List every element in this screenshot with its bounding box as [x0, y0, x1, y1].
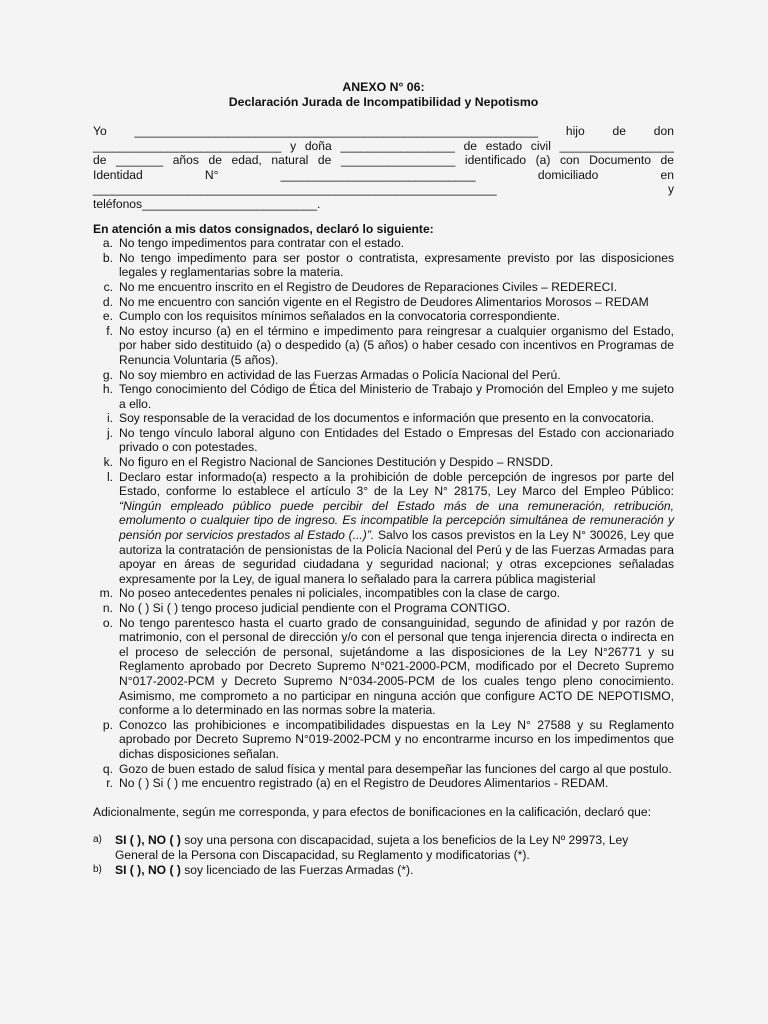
intro-line-4: Identidad N° _____________________________ domiciliado en — [93, 167, 674, 182]
list-item: a. No tengo impedimentos para contratar con el estado. — [102, 236, 405, 251]
intro-line-1: Yo ____________________________________________________________ hijo de don — [93, 124, 674, 138]
additional-paragraph: Adicionalmente, según me corresponda, y para efectos de bonificaciones en la calificación, declaró que: — [93, 804, 651, 819]
list-item: m. No poseo antecedentes penales ni policiales, incompatibles con la clase de cargo. — [99, 586, 561, 601]
list-item: e. Cumplo con los requisitos mínimos señalados en la convocatoria correspondiente. — [102, 309, 560, 324]
list-item: b. No tengo impedimento para ser postor o contratista, expresamente previsto por las disposiciones legales y reglamentarias sobre la materia. — [102, 250, 674, 280]
section-heading: En atención a mis datos consignados, declaró lo siguiente: — [93, 221, 434, 236]
intro-line-5: ____________________________________________________________ y — [93, 182, 674, 197]
bonus-item-military: b) SI ( ), NO ( ) soy licenciado de las Fuerzas Armadas (*). — [93, 862, 414, 877]
intro-line-6: teléfonos__________________________. — [93, 196, 321, 211]
intro-paragraph — [93, 124, 674, 212]
list-item: l. Declaro estar informado(a) respecto a la prohibición de doble percepción de ingresos por parte del Estado, conforme lo establece el artículo 3° de la Ley N° 28175, Ley Marco del Empleo Público: “Ningún empleado público puede percibir del Estado más de una remuneración, retribución, emolumento o cualquier tipo de ingreso. Es incompatible la percepción simultánea de remuneración y pensión por servicios prestados al Estado (...)”. Salvo los casos previstos en la Ley N° 30026, Ley que autoriza la contratación de pensionistas de la Policía Nacional del Perú y de las Fuerzas Armadas para apoyar en áreas de seguridad ciudadana y seguridad nacional; y otras excepciones señaladas expresamente por la Ley, de igual manera lo señalado para la carrera pública magisterial — [106, 469, 674, 586]
bonus-item-disability: a) SI ( ), NO ( ) soy una persona con discapacidad, sujeta a los beneficios de la Ley Nº 29973, Ley General de la Persona con Discapacidad, su Reglamento y modificatorias (*). — [93, 833, 629, 862]
list-item: k. No figuro en el Registro Nacional de Sanciones Destitución y Despido – RNSDD. — [103, 455, 554, 470]
title-block — [93, 80, 674, 110]
no-option[interactable]: NO ( ) — [147, 862, 181, 877]
intro-line-2: ____________________________ y doña _________________ de estado civil _________________ — [93, 138, 675, 153]
list-item: h. Tengo conocimiento del Código de Ética del Ministerio de Trabajo y Promoción del Empleo y me sujeto a ello. — [102, 382, 674, 411]
list-item: p. Conozco las prohibiciones e incompatibilidades dispuestas en la Ley N° 27588 y su Reglamento aprobado por Decreto Supremo N°019-2002-PCM y no encontrarme incurso en los impedimentos que dichas disposiciones señalan. — [102, 717, 674, 761]
list-item: j. No tengo vínculo laboral alguno con Entidades del Estado o Empresas del Estado con accionariado privado o con potestades. — [106, 425, 674, 455]
list-item: g. No soy miembro en actividad de las Fuerzas Armadas o Policía Nacional del Perú. — [102, 367, 561, 382]
list-item: c. No me encuentro inscrito en el Registro de Deudores de Reparaciones Civiles – REDERECI. — [103, 279, 618, 294]
intro-line-3: de _______ años de edad, natural de _________________ identificado (a) con Documento de — [93, 153, 674, 168]
no-option[interactable]: NO ( ) — [147, 833, 181, 848]
declaration-list — [93, 236, 674, 791]
list-item: i. Soy responsable de la veracidad de los documentos e información que presento en la convocatoria. — [106, 411, 655, 426]
bonus-list — [93, 833, 674, 877]
law-quote: “Ningún empleado público puede percibir del Estado más de una remuneración, retribución, emolumento o cualquier tipo de ingreso. Es incompatible la percepción simultánea de remuneración y pensión por servicios prestados al Estado (...)”. — [119, 498, 674, 543]
annex-title: ANEXO N° 06: — [342, 80, 425, 94]
si-option[interactable]: SI ( ) — [115, 862, 142, 877]
list-item: n. No ( ) Si ( ) tengo proceso judicial pendiente con el Programa CONTIGO. — [102, 601, 511, 615]
list-item: q. Gozo de buen estado de salud física y mental para desempeñar las funciones del cargo al que postulo. — [102, 761, 672, 776]
declaration-title: Declaración Jurada de Incompatibilidad y Nepotismo — [228, 95, 539, 109]
list-item: o. No tengo parentesco hasta el cuarto grado de consanguinidad, segundo de afinidad y por razón de matrimonio, con el personal de dirección y/o con el personal que tenga injerencia directa o indirecta en el proceso de selección de personal, sujetándome a las disposiciones de la Ley N°26771 y su Reglamento aprobado por Decreto Supremo N°021-2000-PCM, modificado por el Decreto Supremo N°017-2002-PCM y Decreto Supremo N°034-2005-PCM de los cuales tengo pleno conocimiento. Asimismo, me comprometo a no participar en ninguna acción que configure ACTO DE NEPOTISMO, conforme a lo determinado en las normas sobre la materia. — [102, 615, 674, 718]
list-item: d. No me encuentro con sanción vigente en el Registro de Deudores Alimentarios Morosos – REDAM — [102, 294, 649, 309]
si-option[interactable]: SI ( ) — [115, 833, 142, 848]
list-item: f. No estoy incurso (a) en el término e impedimento para reingresar a cualquier organismo del Estado, por haber sido destituido (a) o despedido (a) (5 años) o haber cesado con incentivos en Programas de Renuncia Voluntaria (5 años). — [106, 323, 674, 367]
list-item: r. No ( ) Si ( ) me encuentro registrado (a) en el Registro de Deudores Alimentarios - REDAM. — [106, 776, 609, 791]
